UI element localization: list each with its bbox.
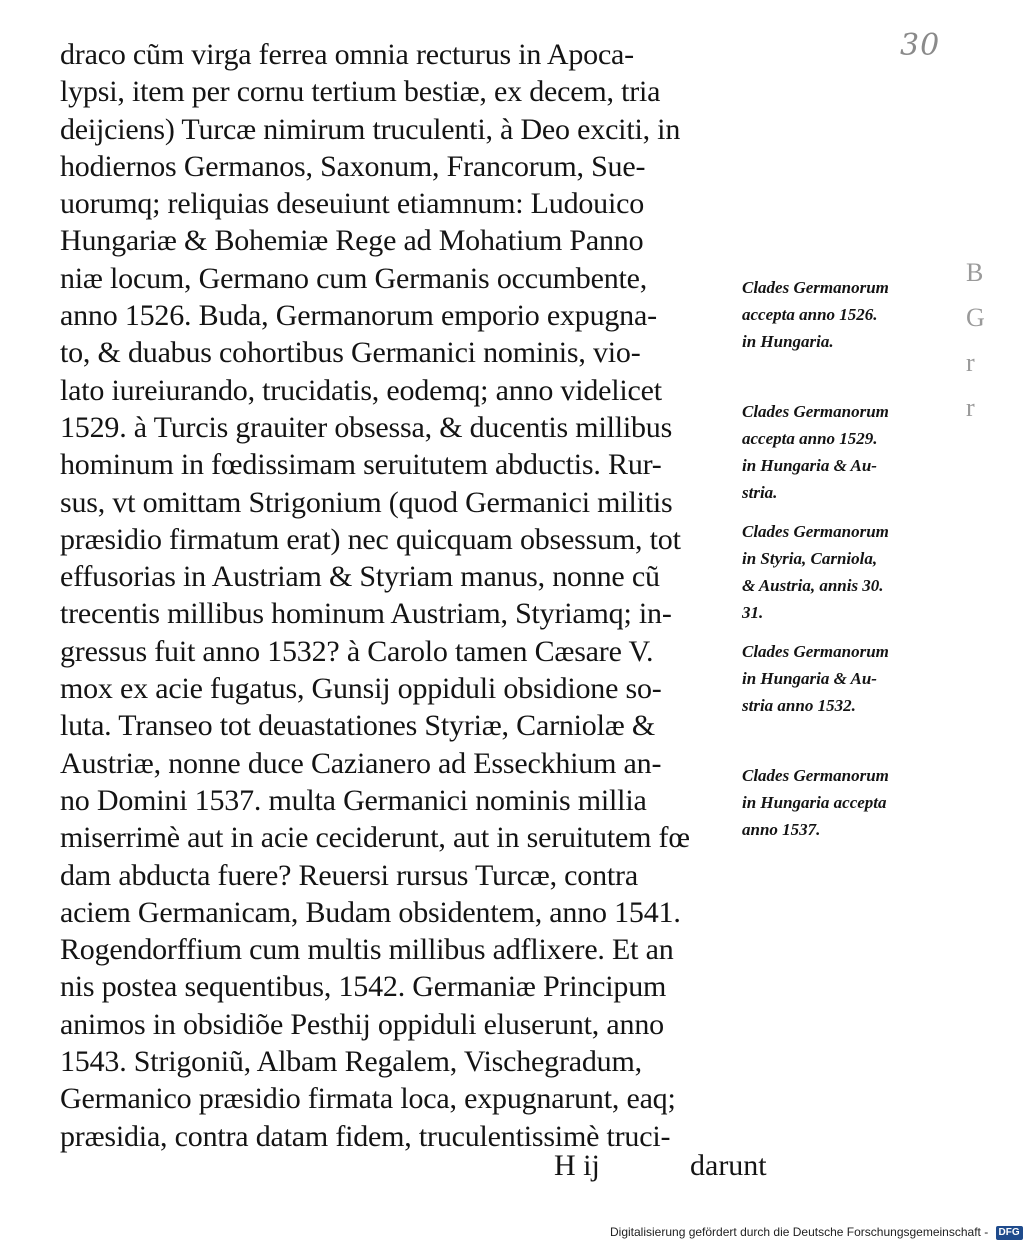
note-line: in Hungaria & Au- xyxy=(742,669,877,688)
signature-mark: H ij xyxy=(554,1149,600,1182)
note-line: Clades Germanorum xyxy=(742,278,889,297)
text-line: Austriæ, nonne duce Cazianero ad Esseckhium an- xyxy=(60,746,662,780)
text-line: mox ex acie fugatus, Gunsij oppiduli obsidione so- xyxy=(60,672,662,706)
text-line: Germanico præsidio firmata loca, expugnarunt, eaq; xyxy=(60,1082,676,1116)
text-line: trecentis millibus hominum Austriam, Styriamq; in- xyxy=(60,597,672,631)
note-line: stria anno 1532. xyxy=(742,696,856,715)
text-line: nis postea sequentibus, 1542. Germaniæ Principum xyxy=(60,970,667,1004)
note-line: in Hungaria & Au- xyxy=(742,456,877,475)
note-line: Clades Germanorum xyxy=(742,766,889,785)
note-line: anno 1537. xyxy=(742,820,821,839)
digitization-footer xyxy=(610,1222,1020,1242)
text-line: hodiernos Germanos, Saxonum, Francorum, Sue- xyxy=(60,149,646,183)
text-line: deijciens) Turcæ nimirum truculenti, à Deo exciti, in xyxy=(60,112,681,146)
note-line: stria. xyxy=(742,483,778,502)
edge-mark: G xyxy=(966,303,985,332)
text-line: effusorias in Austriam & Styriam manus, nonne cũ xyxy=(60,560,660,594)
text-line: aciem Germanicam, Budam obsidentem, anno 1541. xyxy=(60,895,681,929)
footer-text: Digitalisierung gefördert durch die Deutsche Forschungsgemeinschaft - xyxy=(610,1225,989,1239)
text-line: luta. Transeo tot deuastationes Styriæ, Carniolæ & xyxy=(60,709,655,743)
text-line: lato iureiurando, trucidatis, eodemq; anno videlicet xyxy=(60,373,662,407)
edge-mark: r xyxy=(966,393,975,422)
text-line: no Domini 1537. multa Germanici nominis millia xyxy=(60,783,647,817)
text-line: præsidia, contra datam fidem, truculentissimè truci- xyxy=(60,1119,671,1153)
text-line: miserrimè aut in acie ceciderunt, aut in seruitutem fœ xyxy=(60,821,690,855)
edge-marks xyxy=(966,250,996,430)
catch-line xyxy=(60,1146,767,1186)
text-line: draco cũm virga ferrea omnia recturus in Apoca- xyxy=(60,38,634,71)
edge-mark: B xyxy=(966,258,984,287)
note-line: accepta anno 1529. xyxy=(742,429,878,448)
text-line: lypsi, item per cornu tertium bestiæ, ex decem, tria xyxy=(60,75,661,109)
text-line: uorumq; reliquias deseuiunt etiamnum: Ludouico xyxy=(60,187,645,221)
text-line: dam abducta fuere? Reuersi rursus Turcæ, contra xyxy=(60,858,638,892)
note-line: accepta anno 1526. xyxy=(742,305,878,324)
text-line: niæ locum, Germano cum Germanis occumbente, xyxy=(60,261,648,295)
text-line: hominum in fœdissimam seruitutem abductis. Rur- xyxy=(60,448,662,482)
text-line: to, & duabus cohortibus Germanici nominis, vio- xyxy=(60,336,641,370)
marginal-note-1537 xyxy=(742,762,957,843)
note-line: in Hungaria accepta xyxy=(742,793,887,812)
dfg-logo-icon: DFG xyxy=(996,1226,1023,1240)
text-line: præsidio firmatum erat) nec quicquam obsessum, tot xyxy=(60,522,681,556)
note-line: Clades Germanorum xyxy=(742,642,889,661)
catchword: darunt xyxy=(690,1149,767,1182)
note-line: in Styria, Carniola, xyxy=(742,549,878,568)
text-line: Rogendorffium cum multis millibus adflixere. Et an xyxy=(60,933,674,967)
note-line: Clades Germanorum xyxy=(742,402,889,421)
text-line: sus, vt omittam Strigonium (quod Germanici militis xyxy=(60,485,673,519)
text-line: animos in obsidiõe Pesthij oppiduli eluserunt, anno xyxy=(60,1007,664,1041)
note-line: in Hungaria. xyxy=(742,332,834,351)
note-line: & Austria, annis 30. xyxy=(742,576,884,595)
edge-mark: r xyxy=(966,348,975,377)
text-line: 1543. Strigoniũ, Albam Regalem, Vischegradum, xyxy=(60,1045,642,1079)
note-line: Clades Germanorum xyxy=(742,522,889,541)
marginal-note-styria xyxy=(742,518,957,626)
note-line: 31. xyxy=(742,603,764,622)
text-line: 1529. à Turcis grauiter obsessa, & ducentis millibus xyxy=(60,410,673,444)
marginal-note-1529 xyxy=(742,398,957,506)
text-line: Hungariæ & Bohemiæ Rege ad Mohatium Panno xyxy=(60,224,644,258)
marginal-note-1532 xyxy=(742,638,957,719)
main-text-block xyxy=(60,36,740,1155)
text-line: anno 1526. Buda, Germanorum emporio expugna- xyxy=(60,299,657,333)
folio-number: 30 xyxy=(900,28,941,63)
text-line: gressus fuit anno 1532? à Carolo tamen Cæsare V. xyxy=(60,634,654,668)
marginal-note-1526 xyxy=(742,274,957,355)
